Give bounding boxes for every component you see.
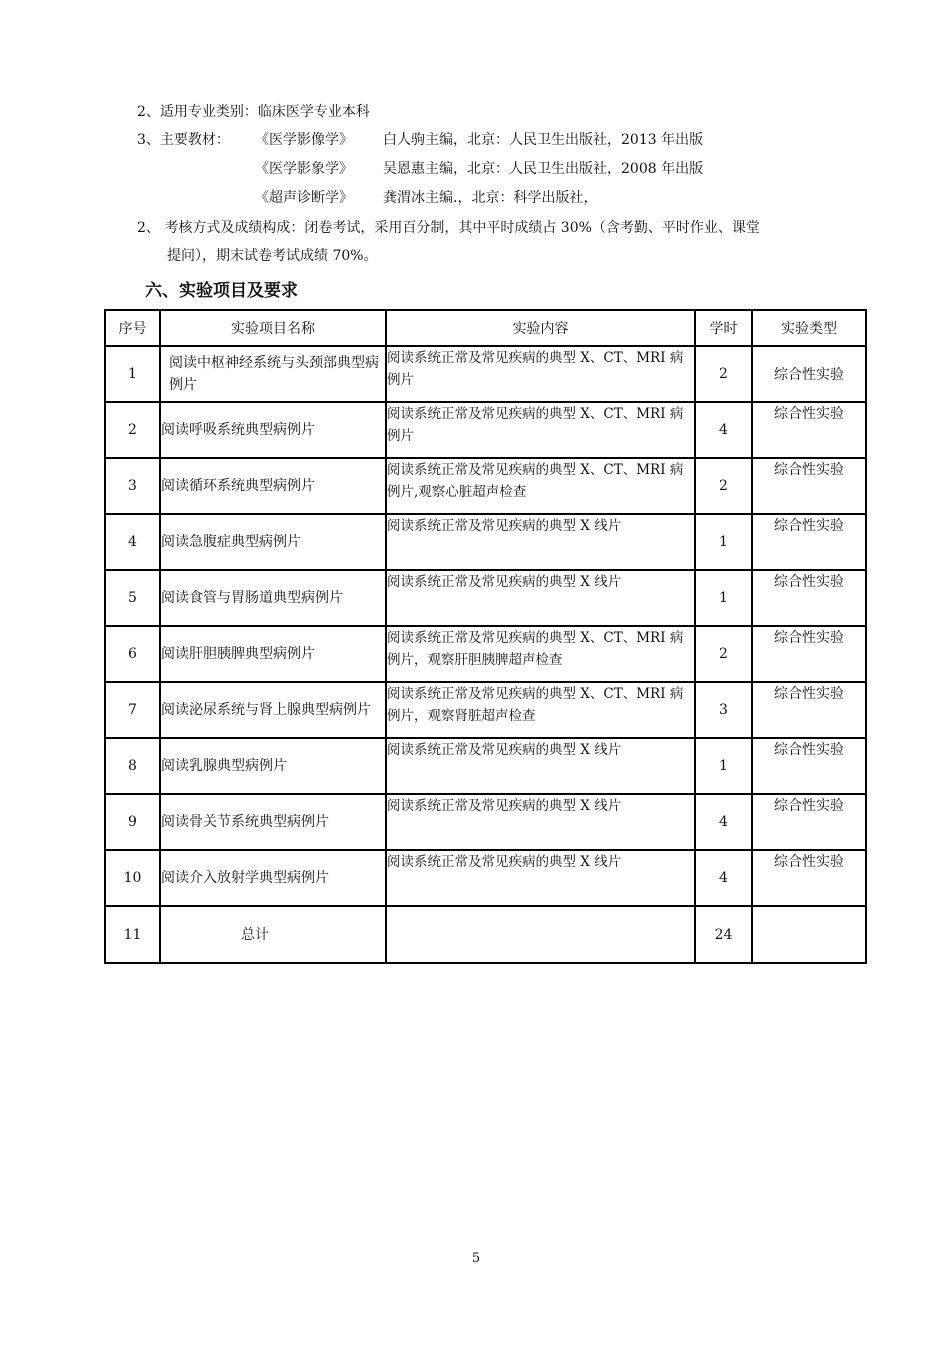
cell-no: 4 (105, 514, 160, 570)
section-heading: 六、实验项目及要求 (145, 281, 298, 301)
cell-content: 阅读系统正常及常见疾病的典型 X、CT、MRI 病例片 (386, 346, 695, 402)
cell-content: 阅读系统正常及常见疾病的典型 X、CT、MRI 病例片 (386, 402, 695, 458)
cell-type: 综合性实验 (752, 794, 866, 850)
cell-type: 综合性实验 (752, 738, 866, 794)
cell-type: 综合性实验 (752, 626, 866, 682)
cell-content: 阅读系统正常及常见疾病的典型 X 线片 (386, 514, 695, 570)
cell-type: 综合性实验 (752, 570, 866, 626)
cell-name: 阅读食管与胃肠道典型病例片 (160, 570, 386, 626)
cell-type: 综合性实验 (752, 346, 866, 402)
cell-hours: 3 (695, 682, 752, 738)
cell-hours: 2 (695, 458, 752, 514)
major-category-line: 2、适用专业类别：临床医学专业本科 (137, 104, 370, 120)
table-row (105, 794, 866, 850)
textbook-details: 白人驹主编，北京：人民卫生出版社，2013 年出版 (383, 132, 704, 148)
textbook-line-3 (255, 188, 597, 208)
cell-content (386, 906, 695, 963)
cell-no: 6 (105, 626, 160, 682)
textbook-line-2 (255, 159, 703, 179)
cell-name: 阅读中枢神经系统与头颈部典型病例片 (160, 346, 386, 402)
header-name: 实验项目名称 (160, 310, 386, 346)
cell-no: 3 (105, 458, 160, 514)
cell-content: 阅读系统正常及常见疾病的典型 X 线片 (386, 570, 695, 626)
textbook-details: 龚渭冰主编.，北京：科学出版社， (383, 190, 598, 206)
cell-no: 5 (105, 570, 160, 626)
header-hours: 学时 (695, 310, 752, 346)
cell-hours: 4 (695, 794, 752, 850)
textbook-label: 3、主要教材： (137, 132, 230, 148)
header-content: 实验内容 (386, 310, 695, 346)
cell-hours: 2 (695, 626, 752, 682)
cell-content: 阅读系统正常及常见疾病的典型 X、CT、MRI 病例片，观察肾脏超声检查 (386, 682, 695, 738)
cell-content: 阅读系统正常及常见疾病的典型 X 线片 (386, 738, 695, 794)
cell-hours: 1 (695, 514, 752, 570)
cell-hours: 4 (695, 402, 752, 458)
cell-no: 7 (105, 682, 160, 738)
cell-no: 9 (105, 794, 160, 850)
cell-type: 综合性实验 (752, 458, 866, 514)
cell-type: 综合性实验 (752, 682, 866, 738)
table-row (105, 850, 866, 906)
cell-name: 阅读呼吸系统典型病例片 (160, 402, 386, 458)
cell-content: 阅读系统正常及常见疾病的典型 X、CT、MRI 病例片,观察心脏超声检查 (386, 458, 695, 514)
page-number: 5 (471, 1251, 481, 1266)
cell-type: 综合性实验 (752, 850, 866, 906)
textbook-title: 《医学影象学》 (255, 161, 353, 177)
assessment-line-1: 2、 考核方式及成绩构成：闭卷考试，采用百分制，其中平时成绩占 30%（含考勤、平时作业、课堂 (137, 220, 760, 236)
table-row (105, 738, 866, 794)
cell-name: 阅读急腹症典型病例片 (160, 514, 386, 570)
table-row (105, 402, 866, 458)
table-row (105, 458, 866, 514)
table-row (105, 682, 866, 738)
cell-name: 阅读循环系统典型病例片 (160, 458, 386, 514)
cell-no: 2 (105, 402, 160, 458)
cell-content: 阅读系统正常及常见疾病的典型 X、CT、MRI 病例片，观察肝胆胰脾超声检查 (386, 626, 695, 682)
table-row (105, 626, 866, 682)
cell-type: 综合性实验 (752, 514, 866, 570)
textbook-title: 《医学影像学》 (255, 132, 353, 148)
table-total-row (105, 906, 866, 963)
cell-no: 8 (105, 738, 160, 794)
cell-hours: 4 (695, 850, 752, 906)
cell-no: 11 (105, 906, 160, 963)
assessment-line-2: 提问），期末试卷考试成绩 70%。 (167, 248, 378, 264)
cell-no: 10 (105, 850, 160, 906)
table-row (105, 346, 866, 402)
header-no: 序号 (105, 310, 160, 346)
textbook-title: 《超声诊断学》 (255, 190, 353, 206)
textbook-line-1 (137, 130, 703, 150)
cell-name: 阅读肝胆胰脾典型病例片 (160, 626, 386, 682)
cell-type (752, 906, 866, 963)
cell-hours: 1 (695, 738, 752, 794)
cell-hours: 2 (695, 346, 752, 402)
experiment-table (104, 309, 867, 964)
cell-type: 综合性实验 (752, 402, 866, 458)
cell-content: 阅读系统正常及常见疾病的典型 X 线片 (386, 794, 695, 850)
table-row (105, 570, 866, 626)
cell-name: 阅读骨关节系统典型病例片 (160, 794, 386, 850)
cell-content: 阅读系统正常及常见疾病的典型 X 线片 (386, 850, 695, 906)
table-row (105, 514, 866, 570)
cell-name: 阅读介入放射学典型病例片 (160, 850, 386, 906)
header-type: 实验类型 (752, 310, 866, 346)
table-header-row (105, 310, 866, 346)
cell-name: 阅读乳腺典型病例片 (160, 738, 386, 794)
cell-hours: 1 (695, 570, 752, 626)
cell-no: 1 (105, 346, 160, 402)
textbook-details: 吴恩惠主编，北京：人民卫生出版社，2008 年出版 (383, 161, 704, 177)
cell-name: 总计 (160, 906, 386, 963)
cell-hours: 24 (695, 906, 752, 963)
cell-name: 阅读泌尿系统与肾上腺典型病例片 (160, 682, 386, 738)
